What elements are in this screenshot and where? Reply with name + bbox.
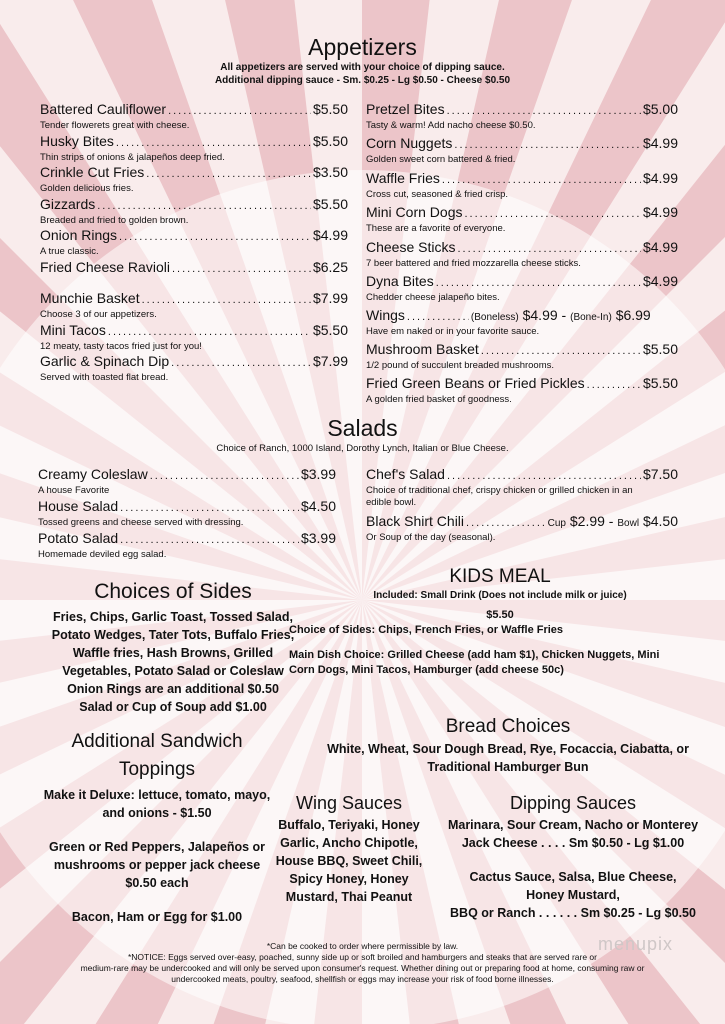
kids-title: KIDS MEAL bbox=[449, 566, 551, 587]
wings-boneless-label: (Boneless) bbox=[470, 312, 519, 323]
item-name: Mushroom Basket bbox=[366, 341, 479, 357]
dipping-sauces-list-2 bbox=[428, 868, 718, 922]
dipping-sauces-title: Dipping Sauces bbox=[509, 793, 637, 813]
kids-price: $5.50 bbox=[486, 609, 514, 621]
menu-item-wings: Wings ..... (Boneless) $4.99 - (Bone-In) $6.99 Have em naked or in your favorite sauce. bbox=[366, 307, 678, 338]
item-price: $5.00 bbox=[642, 101, 678, 117]
item-description: Tasty & warm! Add nacho cheese $0.50. bbox=[366, 120, 536, 131]
chili-bowl-label: Bowl bbox=[617, 518, 640, 529]
notice-line-2: medium-rare may be undercooked and will only be served upon consumer's request. Whether dining out or preparing food at home, consuming raw or bbox=[80, 963, 645, 973]
dot-leader bbox=[168, 103, 311, 120]
toppings-deluxe bbox=[28, 786, 286, 822]
dot-leader bbox=[171, 355, 311, 372]
menu-item bbox=[366, 341, 678, 372]
text-line: White, Wheat, Sour Dough Bread, Rye, Focaccia, Ciabatta, or bbox=[327, 742, 689, 756]
item-price: $6.25 bbox=[312, 258, 348, 275]
dot-leader bbox=[150, 468, 299, 485]
toppings-title-2: Toppings bbox=[118, 759, 196, 780]
item-name: Husky Bites bbox=[40, 132, 114, 149]
item-price: $4.99 bbox=[642, 135, 678, 152]
dot-leader bbox=[447, 103, 641, 120]
menu-item bbox=[40, 196, 348, 227]
item-description: Cross cut, seasoned & fried crisp. bbox=[366, 188, 509, 200]
item-price: $3.99 bbox=[300, 530, 336, 546]
item-description: These are a favorite of everyone. bbox=[366, 223, 506, 235]
chili-bowl-price: $4.50 bbox=[642, 513, 678, 529]
item-description: Tossed greens and cheese served with dressing. bbox=[38, 517, 244, 528]
item-name: Creamy Coleslaw bbox=[38, 466, 148, 482]
menu-item bbox=[38, 498, 336, 529]
menu-item bbox=[40, 133, 348, 164]
dot-leader bbox=[119, 229, 311, 246]
menu-item bbox=[40, 322, 348, 353]
text-line: mushrooms or pepper jack cheese bbox=[53, 858, 261, 872]
bread-section bbox=[296, 716, 720, 776]
dot-leader bbox=[97, 198, 311, 215]
menu-item bbox=[366, 375, 678, 406]
sides-list bbox=[28, 608, 318, 716]
item-name: Garlic & Spinach Dip bbox=[40, 353, 170, 369]
sides-section bbox=[28, 580, 318, 716]
salads-title: Salads bbox=[327, 415, 398, 441]
dot-leader bbox=[442, 172, 641, 189]
item-price: $4.50 bbox=[300, 498, 336, 514]
item-name: Waffle Fries bbox=[366, 169, 440, 186]
dot-leader bbox=[407, 309, 469, 326]
notice-line-3: undercooked meats, poultry, seafood, shellfish or eggs may increase your risk of food borne illnesses. bbox=[171, 974, 554, 984]
appetizers-note-2: Additional dipping sauce - Sm. $0.25 - Lg $0.50 - Cheese $0.50 bbox=[214, 75, 511, 86]
item-description: Or Soup of the day (seasonal). bbox=[366, 532, 496, 543]
text-line: Mustard, Thai Peanut bbox=[285, 890, 413, 904]
item-name: Mini Tacos bbox=[40, 321, 106, 338]
text-line: Potato Wedges, Tater Tots, Buffalo Fries, bbox=[51, 628, 295, 642]
dot-leader bbox=[436, 275, 641, 292]
sides-title: Choices of Sides bbox=[94, 580, 252, 603]
item-description: Have em naked or in your favorite sauce. bbox=[366, 326, 540, 337]
dot-leader bbox=[466, 515, 546, 532]
item-description: 1/2 pound of succulent breaded mushrooms. bbox=[366, 360, 555, 371]
dipping-sauces-section bbox=[428, 793, 718, 922]
text-line: Green or Red Peppers, Jalapeños or bbox=[48, 840, 266, 854]
wings-boneless-price: $4.99 bbox=[522, 307, 558, 323]
text-line: Vegetables, Potato Salad or Coleslaw bbox=[62, 664, 284, 678]
item-price: $5.50 bbox=[312, 132, 348, 149]
item-name: Chef's Salad bbox=[366, 466, 445, 482]
item-name: Pretzel Bites bbox=[366, 101, 445, 117]
watermark: menupix bbox=[598, 934, 674, 954]
menu-item bbox=[40, 227, 348, 258]
kids-meal-section bbox=[285, 566, 715, 678]
menu-item-chefs-salad bbox=[366, 466, 678, 509]
item-price: $4.99 bbox=[312, 227, 348, 243]
dot-leader bbox=[108, 324, 311, 341]
text-line: $0.50 each bbox=[125, 876, 189, 890]
dot-leader bbox=[481, 343, 641, 360]
toppings-title-1: Additional Sandwich bbox=[71, 731, 243, 752]
appetizers-header bbox=[0, 34, 725, 87]
item-name: Battered Cauliflower bbox=[40, 101, 167, 117]
appetizers-note-1: All appetizers are served with your choice of dipping sauce. bbox=[220, 62, 505, 73]
item-description: Breaded and fried to golden brown. bbox=[40, 214, 189, 226]
item-price: $3.50 bbox=[312, 164, 348, 180]
item-description: Choose 3 of our appetizers. bbox=[40, 309, 157, 320]
item-name: Mini Corn Dogs bbox=[366, 204, 463, 221]
item-description: A house Favorite bbox=[38, 485, 110, 496]
item-price: $7.50 bbox=[642, 466, 678, 482]
item-price: $3.99 bbox=[300, 466, 336, 482]
dot-leader bbox=[146, 166, 311, 183]
menu-item bbox=[38, 530, 336, 561]
text-line: Spicy Honey, Honey bbox=[289, 872, 409, 886]
dot-leader bbox=[142, 292, 311, 309]
item-description: Served with toasted flat bread. bbox=[40, 372, 169, 383]
item-description: Golden sweet corn battered & fried. bbox=[366, 154, 516, 166]
item-name: Potato Salad bbox=[38, 530, 119, 546]
item-description: 7 beer battered and fried mozzarella cheese sticks. bbox=[366, 257, 581, 269]
text-line: Make it Deluxe: lettuce, tomato, mayo, bbox=[43, 788, 271, 802]
item-name: Fried Green Beans or Fried Pickles bbox=[366, 375, 585, 391]
dot-leader bbox=[172, 261, 311, 278]
text-line: House BBQ, Sweet Chili, bbox=[275, 854, 423, 868]
text-line: Garlic, Ancho Chipotle, bbox=[280, 836, 418, 850]
menu-item bbox=[366, 273, 678, 304]
menu-item bbox=[40, 290, 348, 321]
text-line: Traditional Hamburger Bun bbox=[427, 760, 589, 774]
text-line: Marinara, Sour Cream, Nacho or Monterey bbox=[447, 818, 699, 832]
salads-header bbox=[0, 415, 725, 455]
item-price: $5.50 bbox=[642, 375, 678, 391]
text-line: Onion Rings are an additional $0.50 bbox=[67, 682, 279, 696]
item-price: $5.50 bbox=[312, 101, 348, 117]
menu-item bbox=[40, 101, 348, 132]
text-line: Salad or Cup of Soup add $1.00 bbox=[79, 700, 267, 714]
item-name: Black Shirt Chili bbox=[366, 513, 465, 529]
dot-leader bbox=[464, 206, 640, 223]
cooked-to-order-note: *Can be cooked to order where permissible by law. bbox=[266, 941, 459, 951]
item-name: Dyna Bites bbox=[366, 273, 434, 289]
item-price: $7.99 bbox=[312, 290, 348, 306]
text-line: Fries, Chips, Garlic Toast, Tossed Salad, bbox=[53, 610, 293, 624]
item-description: Chedder cheese jalapeño bites. bbox=[366, 292, 500, 303]
appetizers-title: Appetizers bbox=[308, 34, 417, 60]
bread-title: Bread Choices bbox=[445, 716, 571, 737]
item-name: Fried Cheese Ravioli bbox=[40, 258, 170, 275]
item-price: $4.99 bbox=[642, 169, 678, 186]
wing-sauces-list bbox=[270, 816, 428, 906]
dot-leader bbox=[454, 137, 641, 154]
toppings-bacon bbox=[28, 908, 286, 926]
menu-item bbox=[366, 101, 678, 132]
item-description: Tender flowerets great with cheese. bbox=[40, 120, 190, 131]
dot-leader bbox=[457, 241, 640, 258]
toppings-section bbox=[28, 728, 286, 926]
menu-item bbox=[366, 135, 678, 166]
menu-item bbox=[366, 204, 678, 235]
text-line: Honey Mustard, bbox=[526, 888, 620, 902]
text-line: BBQ or Ranch . . . . . . Sm $0.25 - Lg $0.50 bbox=[450, 906, 696, 920]
text-line: and onions - $1.50 bbox=[102, 806, 212, 820]
toppings-peppers bbox=[28, 838, 286, 892]
notice-line-1: *NOTICE: Eggs served over-easy, poached, sunny side up or soft broiled and hamburgers and steaks that are served rare or bbox=[127, 952, 597, 962]
text-line: Waffle fries, Hash Browns, Grilled bbox=[72, 646, 274, 660]
dipping-sauces-list-1 bbox=[428, 816, 718, 852]
item-name: Cheese Sticks bbox=[366, 238, 456, 255]
menu-item bbox=[366, 170, 678, 201]
chili-cup-price: $2.99 bbox=[569, 513, 605, 529]
item-price: $7.99 bbox=[312, 353, 348, 369]
item-description: A golden fried basket of goodness. bbox=[366, 394, 512, 405]
kids-main-1: Main Dish Choice: Grilled Cheese (add ham $1), Chicken Nuggets, Mini bbox=[289, 649, 660, 661]
salads-note: Choice of Ranch, 1000 Island, Dorothy Lynch, Italian or Blue Cheese. bbox=[216, 443, 509, 454]
text-line: Cactus Sauce, Salsa, Blue Cheese, bbox=[469, 870, 677, 884]
text-line: Bacon, Ham or Egg for $1.00 bbox=[71, 910, 243, 924]
item-description: Homemade deviled egg salad. bbox=[38, 549, 167, 560]
item-description-2: edible bowl. bbox=[366, 497, 417, 508]
wing-sauces-section bbox=[270, 793, 428, 906]
dot-leader bbox=[120, 500, 299, 517]
item-description: Choice of traditional chef, crispy chicken or grilled chicken in an bbox=[366, 485, 633, 496]
text-line: Jack Cheese . . . . Sm $0.50 - Lg $1.00 bbox=[461, 836, 685, 850]
item-price: $5.50 bbox=[642, 341, 678, 357]
item-name: House Salad bbox=[38, 498, 119, 514]
menu-item bbox=[40, 164, 348, 195]
item-name: Onion Rings bbox=[40, 227, 118, 243]
item-price: $5.50 bbox=[312, 195, 348, 212]
item-price: $4.99 bbox=[642, 273, 678, 289]
item-name: Corn Nuggets bbox=[366, 135, 453, 152]
dot-leader bbox=[447, 468, 641, 485]
menu-item bbox=[38, 466, 336, 497]
item-description: A true classic. bbox=[40, 246, 99, 257]
menu-item bbox=[366, 239, 678, 270]
item-name: Wings bbox=[366, 307, 405, 323]
dot-leader bbox=[116, 135, 311, 152]
item-name: Crinkle Cut Fries bbox=[40, 164, 145, 180]
item-price: $4.99 bbox=[642, 204, 678, 221]
item-name: Gizzards bbox=[40, 195, 96, 212]
item-description: Golden delicious fries. bbox=[40, 183, 134, 194]
bread-list bbox=[296, 740, 720, 776]
item-description: 12 meaty, tasty tacos fried just for you! bbox=[40, 340, 202, 352]
dot-leader bbox=[587, 377, 641, 394]
text-line: Buffalo, Teriyaki, Honey bbox=[278, 818, 420, 832]
kids-included: Included: Small Drink (Does not include milk or juice) bbox=[373, 590, 627, 601]
wings-bonein-label: (Bone-In) bbox=[570, 312, 612, 323]
item-price: $5.50 bbox=[312, 321, 348, 338]
dot-leader bbox=[120, 532, 299, 549]
item-name: Munchie Basket bbox=[40, 290, 140, 306]
kids-sides: Choice of Sides: Chips, French Fries, or Waffle Fries bbox=[289, 624, 564, 636]
menu-item bbox=[40, 353, 348, 384]
menu-item-black-shirt-chili: Black Shirt Chili ..... Cup $2.99 - Bowl $4.50 Or Soup of the day (seasonal). bbox=[366, 513, 678, 544]
item-price: $4.99 bbox=[642, 238, 678, 255]
kids-main-2: Corn Dogs, Mini Tacos, Hamburger (add cheese 50c) bbox=[289, 664, 564, 676]
item-description: Thin strips of onions & jalapeños deep fried. bbox=[40, 151, 225, 163]
wing-sauces-title: Wing Sauces bbox=[295, 793, 403, 813]
menu-item bbox=[40, 259, 348, 278]
wings-bonein-price: $6.99 bbox=[615, 307, 651, 323]
chili-cup-label: Cup bbox=[547, 518, 566, 529]
